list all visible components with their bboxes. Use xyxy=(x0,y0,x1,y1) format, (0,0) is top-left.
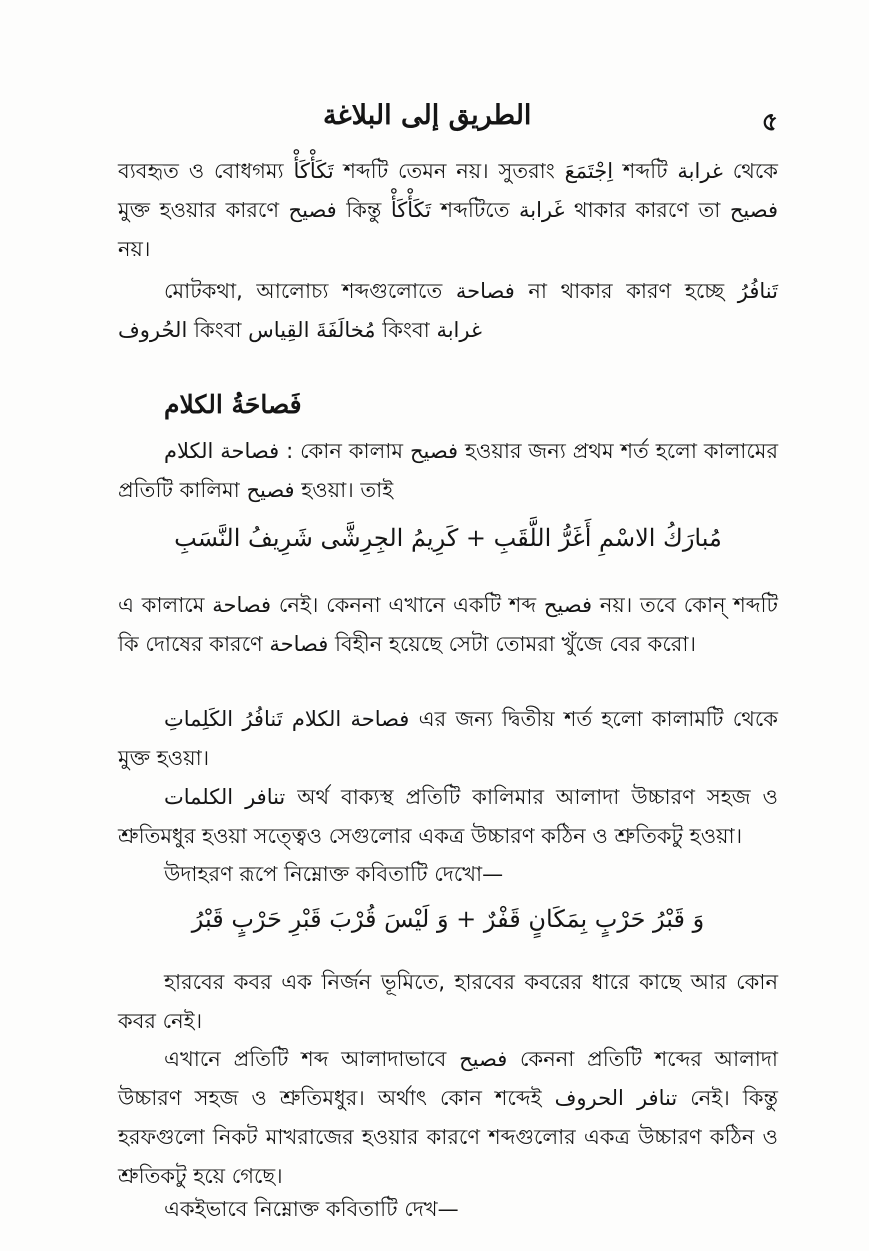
arabic-term: تَكَأْكَأْ xyxy=(390,198,432,222)
arabic-term: فصاحة الكلام xyxy=(164,439,280,463)
running-title: الطريق إلى البلاغة xyxy=(323,100,532,131)
arabic-term: اِجْتَمَعَ xyxy=(564,159,614,183)
paragraph-4: এ কালামে فصاحة নেই। কেননা এখানে একটি শব্দ فصيح নয়। তবে কোন্ শব্দটি কি দোষের কারণে فصاحة বিহীন হয়েছে সেটা তোমরা খুঁজে বের করো। xyxy=(118,593,778,656)
paragraph-10: একইভাবে নিম্নোক্ত কবিতাটি দেখ— xyxy=(164,1197,459,1221)
arabic-term: فصاحة xyxy=(269,632,329,656)
arabic-term: غَرابة xyxy=(518,198,565,222)
section-heading: فَصاحَةُ الكلام xyxy=(164,390,302,419)
arabic-term: فصاحة xyxy=(212,593,272,617)
arabic-term: غرابة xyxy=(677,159,723,183)
arabic-term: فصيح xyxy=(729,198,778,222)
verse-1: مُبارَكُ الاسْمِ أَغَرُّ اللَّقَبِ + كَرِيمُ الجِرِشَّى شَرِيفُ النَّسَبِ xyxy=(174,524,722,552)
paragraph-2: মোটকথা, আলোচ্য শব্দগুলোতে فصاحة না থাকার কারণ হচ্ছে تَنافُرُ الحُروف কিংবা مُخالَفَةَ القِياس কিংবা غرابة xyxy=(118,279,778,342)
verse-2: وَ قَبْرُ حَرْبٍ بِمَكَانٍ قَفْرٌ + وَ لَيْسَ قُرْبَ قَبْرِ حَرْبٍ قَبْرُ xyxy=(191,905,705,933)
arabic-term: تَنافُرُ الكَلِماتِ xyxy=(164,707,283,731)
paragraph-9: এখানে প্রতিটি শব্দ আলাদাভাবে فصيح কেননা প্রতিটি শব্দের আলাদা উচ্চারণ সহজ ও শ্রুতিমধুর। অর্থাৎ কোন শব্দেই تنافر الحروف নেই। কিন্তু হরফগুলো নিকট মাখরাজের হওয়ার কারণে শব্দগুলোর একত্র উচ্চারণ কঠিন ও শ্রুতিকটু হয়ে গেছে। xyxy=(118,1047,779,1188)
arabic-term: فصاحة xyxy=(455,279,515,303)
arabic-term: تنافر الحروف xyxy=(554,1086,678,1110)
arabic-term: فصيح xyxy=(409,439,459,463)
paragraph-1: ব্যবহৃত ও বোধগম্য تَكَأْكَأْ শব্দটি তেমন নয়। সুতরাং اِجْتَمَعَ শব্দটি غرابة থেকে মুক্ত হওয়ার কারণে فصيح কিন্তু تَكَأْكَأْ শব্দটিতে غَرابة থাকার কারণে তা فصيح নয়। xyxy=(118,159,778,261)
arabic-term: تنافر الكلمات xyxy=(164,785,286,809)
running-header xyxy=(118,96,778,140)
arabic-term: فصاحة الكلام xyxy=(291,707,410,731)
paragraph-8: হারবের কবর এক নির্জন ভূমিতে, হারবের কবরের ধারে কাছে আর কোন কবর নেই। xyxy=(118,970,778,1033)
paragraph-6: تنافر الكلمات অর্থ বাক্যস্থ প্রতিটি কালিমার আলাদা উচ্চারণ সহজ ও শ্রুতিমধুর হওয়া সত্ত্বেও সেগুলোর একত্র উচ্চারণ কঠিন ও শ্রুতিকটু হওয়া। xyxy=(118,785,778,848)
arabic-term: تَكَأْكَأْ xyxy=(293,159,334,183)
arabic-term: فصيح xyxy=(459,1047,508,1071)
arabic-term: فصيح xyxy=(246,478,295,502)
arabic-term: غرابة xyxy=(436,318,482,342)
arabic-term: فصيح xyxy=(543,593,593,617)
arabic-term: فصيح xyxy=(288,198,337,222)
arabic-term: تَنافُرُ الحُروف xyxy=(118,279,778,342)
page-number: ৫ xyxy=(761,107,778,136)
paragraph-7: উদাহরণ রূপে নিম্নোক্ত কবিতাটি দেখো— xyxy=(164,862,504,886)
arabic-term: مُخالَفَةَ القِياس xyxy=(248,318,376,342)
paragraph-5: تَنافُرُ الكَلِماتِ فصاحة الكلام এর জন্য দ্বিতীয় শর্ত হলো কালামটি থেকে মুক্ত হওয়া। xyxy=(118,707,778,770)
paragraph-3: فصاحة الكلام : কোন কালাম فصيح হওয়ার জন্য প্রথম শর্ত হলো কালামের প্রতিটি কালিমা فصيح হওয়া। তাই xyxy=(118,439,778,502)
